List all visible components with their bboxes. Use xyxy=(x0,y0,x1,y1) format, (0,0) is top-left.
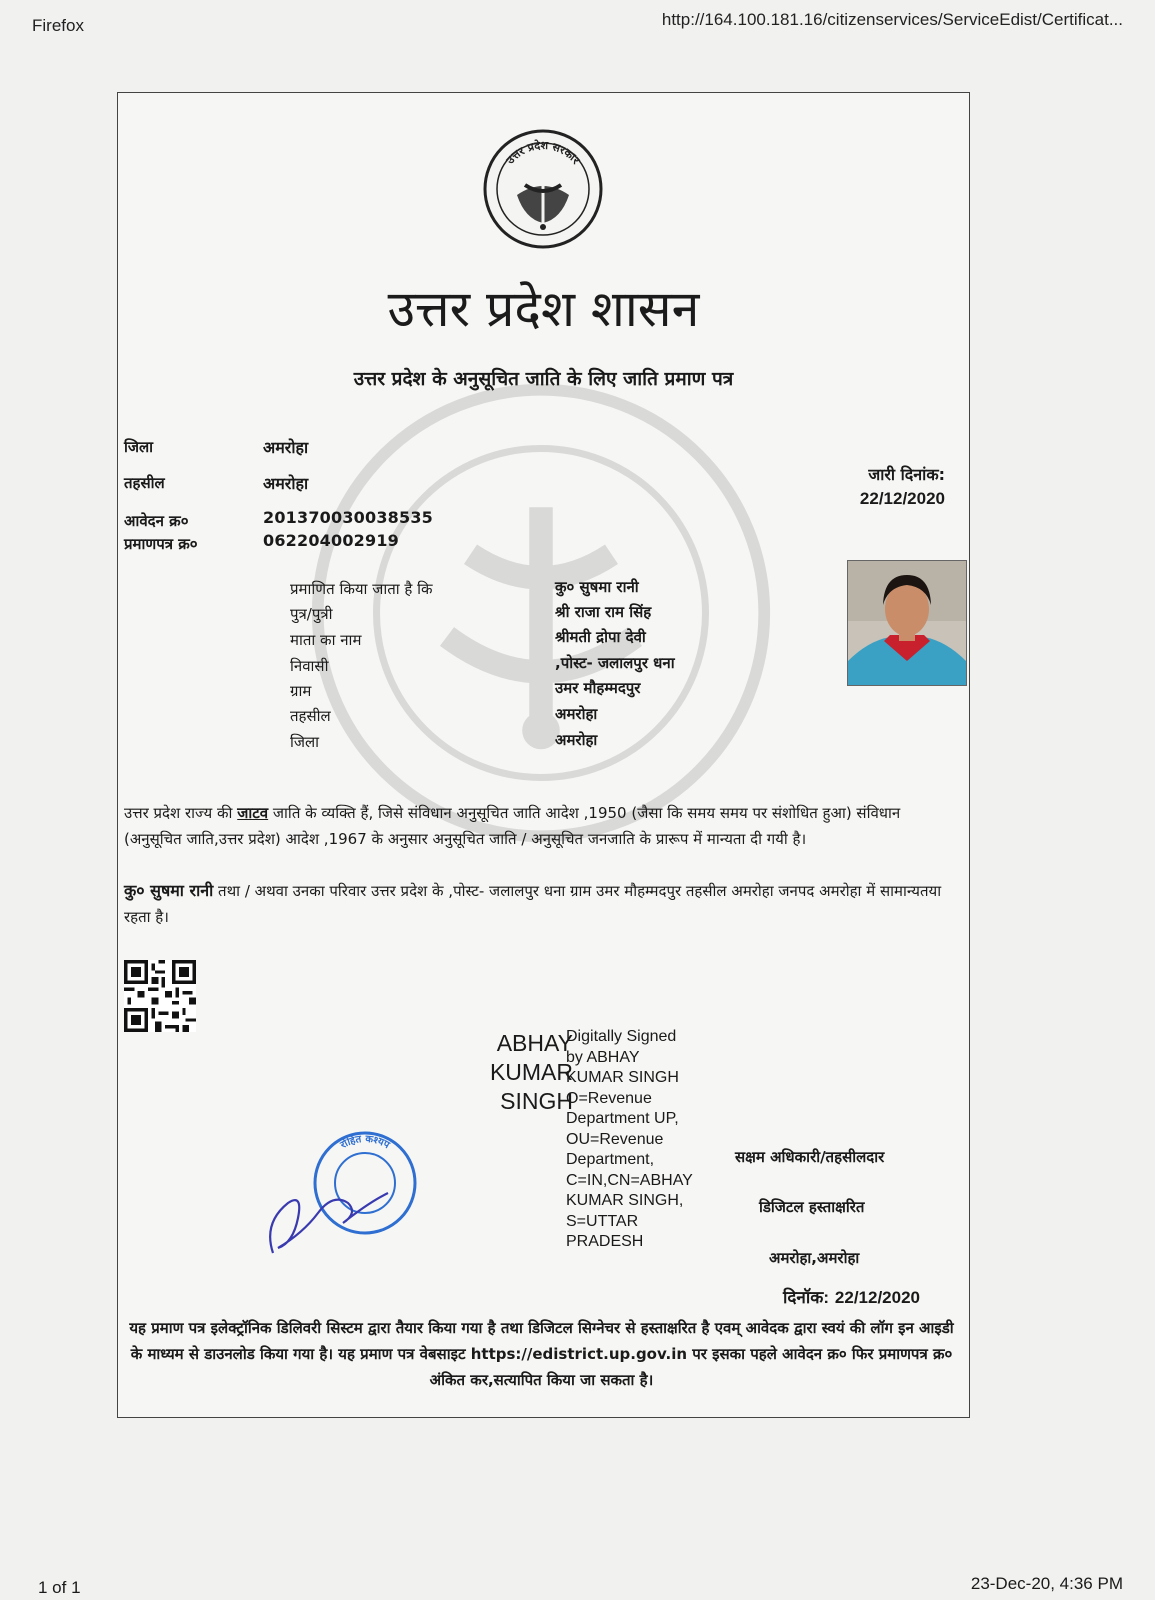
residence-declaration: कु० सुषमा रानी तथा / अथवा उनका परिवार उत्तर प्रदेश के ,पोस्ट- जलालपुर धना ग्राम उमर मौहम्मदपुर तहसील अमरोहा जनपद अमरोहा में सामान्यतया रहता है। xyxy=(124,881,942,926)
certificate-no-label: प्रमाणपत्र क्र० xyxy=(124,535,198,553)
detail-label: ग्राम xyxy=(290,682,312,700)
detail-value: श्री राजा राम सिंह xyxy=(555,603,652,621)
caste-declaration: उत्तर प्रदेश राज्य की जाटव जाति के व्यक्ति हैं, जिसे संविधान अनुसूचित जाति आदेश ,1950 (जैसा कि समय समय पर संशोधित हुआ) संविधान (अनुसूचित जाति,उत्तर प्रदेश) आदेश ,1967 के अनुसार अनुसूचित जाति / अनुसूचित जनजाति के प्रारूप में मान्यता दी गयी है। xyxy=(124,804,901,848)
detail-value: श्रीमती द्रोपा देवी xyxy=(555,628,646,646)
caste-name: जाटव xyxy=(237,804,269,822)
emblem-watermark xyxy=(306,378,776,848)
browser-name: Firefox xyxy=(32,16,84,35)
page-url: http://164.100.181.16/citizenservices/ServiceEdist/Certificat... xyxy=(661,10,1123,29)
page-title: उत्तर प्रदेश शासन xyxy=(387,280,700,338)
page-count: 1 of 1 xyxy=(38,1578,81,1597)
emblem-text: उत्तर प्रदेश सरकार xyxy=(503,138,583,167)
district-label: जिला xyxy=(124,438,154,456)
district-value: अमरोहा xyxy=(263,438,309,457)
digital-signature-details: Digitally Signed by ABHAY KUMAR SINGH O=Revenue Department UP, OU=Revenue Department, C=IN,CN=ABHAY KUMAR SINGH, S=UTTAR PRADESH xyxy=(566,1028,693,1250)
applicant-photo xyxy=(847,560,967,686)
issue-date-label: जारी दिनांक: xyxy=(868,465,945,484)
detail-label: जिला xyxy=(290,733,320,751)
print-datetime: 23-Dec-20, 4:36 PM xyxy=(970,1574,1123,1593)
up-government-emblem xyxy=(481,127,605,251)
detail-label: प्रमाणित किया जाता है कि xyxy=(290,580,433,598)
certificate-subtitle: उत्तर प्रदेश के अनुसूचित जाति के लिए जाति प्रमाण पत्र xyxy=(353,368,734,390)
competent-officer: सक्षम अधिकारी/तहसीलदार xyxy=(735,1148,885,1166)
official-stamp-and-signature xyxy=(258,1123,428,1263)
signing-place: अमरोहा,अमरोहा xyxy=(769,1249,860,1267)
certificate-no: 062204002919 xyxy=(263,531,399,550)
signing-date: दिनॉक: 22/12/2020 xyxy=(783,1288,921,1307)
applicant-name: कु० सुषमा रानी xyxy=(124,881,214,900)
tehsil-value: अमरोहा xyxy=(263,474,309,493)
qr-code xyxy=(124,960,196,1032)
detail-value: ,पोस्ट- जलालपुर धना xyxy=(555,654,675,672)
detail-label: निवासी xyxy=(290,657,329,675)
signer-name: ABHAY KUMAR SINGH xyxy=(489,1030,573,1114)
caste-certificate xyxy=(117,92,970,1418)
digitally-signed-label: डिजिटल हस्ताक्षरित xyxy=(759,1198,865,1216)
detail-label: माता का नाम xyxy=(290,631,362,649)
detail-value: उमर मौहम्मदपुर xyxy=(555,679,641,697)
detail-label: पुत्र/पुत्री xyxy=(290,605,333,623)
tehsil-label: तहसील xyxy=(124,474,165,492)
application-no-label: आवेदन क्र० xyxy=(124,512,189,530)
stamp-text: रोहित कश्यप xyxy=(338,1133,392,1152)
detail-label: तहसील xyxy=(290,707,331,725)
verification-note: यह प्रमाण पत्र इलेक्ट्रॉनिक डिलिवरी सिस्टम द्वारा तैयार किया गया है तथा डिजिटल सिग्नेचर से हस्ताक्षरित है एवम् आवेदक द्वारा स्वयं की लॉग इन आइडी के माध्यम से डाउनलोड किया गया है। यह प्रमाण पत्र वेबसाइट https://edistrict.up.gov.in पर इसका पहले आवेदन क्र० फिर प्रमाणपत्र क्र० अंकित कर,सत्यापित किया जा सकता है। xyxy=(129,1319,954,1389)
application-no: 201370030038535 xyxy=(263,508,433,527)
detail-value: अमरोहा xyxy=(555,731,598,749)
issue-date: 22/12/2020 xyxy=(859,489,945,508)
detail-value: कु० सुषमा रानी xyxy=(555,578,639,596)
detail-value: अमरोहा xyxy=(555,705,598,723)
